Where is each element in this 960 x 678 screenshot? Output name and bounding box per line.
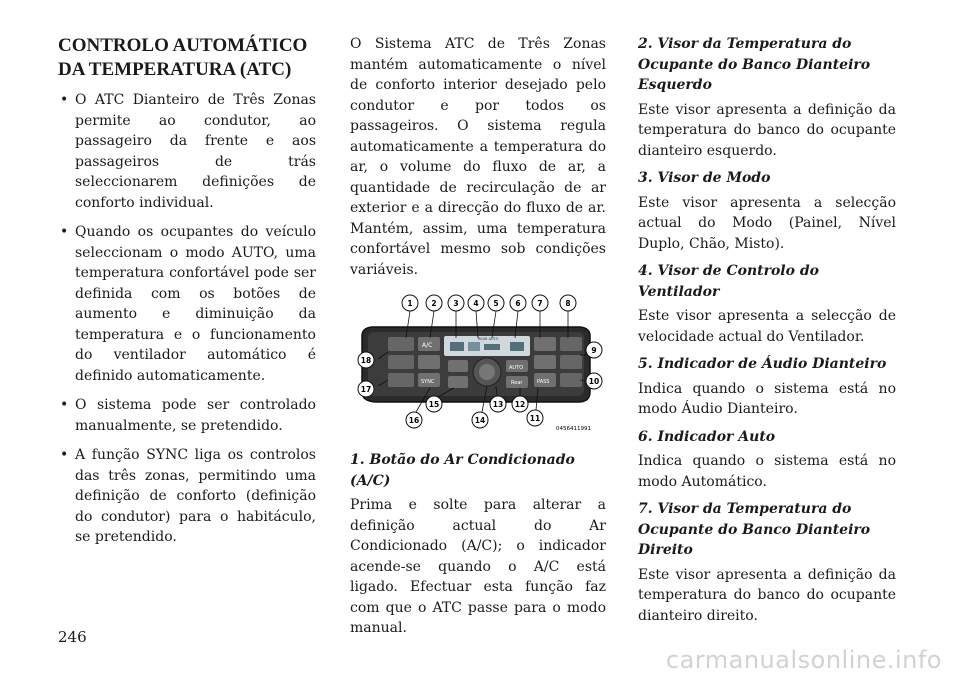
svg-text:18: 18 — [360, 356, 372, 365]
item-heading: 5. Indicador de Áudio Dianteiro — [638, 356, 887, 372]
middle-column — [350, 34, 606, 646]
auto-label: AUTO — [509, 365, 524, 371]
svg-text:13: 13 — [492, 400, 504, 409]
pass-label: PASS — [537, 379, 550, 385]
left-sync-button — [388, 373, 414, 387]
page-number: 246 — [58, 628, 87, 646]
svg-text:15: 15 — [428, 400, 440, 409]
bullet-item: • A função SYNC liga os controlos das três zonas, permitindo uma definição de conforto (definição do condutor) para o habitáculo, se pretendido. — [58, 445, 316, 548]
svg-text:1: 1 — [407, 299, 413, 308]
item-text: Este visor apresenta a definição da temperatura do banco do ocupante dianteiro esquerdo. — [638, 101, 896, 159]
seat-button — [534, 355, 556, 369]
svg-text:11: 11 — [529, 414, 541, 423]
svg-text:2: 2 — [431, 299, 437, 308]
callout-2 — [426, 295, 442, 311]
svg-text:3: 3 — [453, 299, 459, 308]
callout-13 — [490, 396, 506, 412]
callout-17 — [358, 381, 374, 397]
item-text: Prima e solte para alterar a definição actual do Ar Condicionado (A/C); o indicador acende-se quando o A/C está ligado. Efectuar esta função faz com que o ATC passe para o modo manual. — [350, 497, 606, 636]
callout-8 — [560, 295, 576, 311]
bullet-item: • Quando os ocupantes do veículo seleccionam o modo AUTO, uma temperatura confortável pode ser definida com os botões de aumento e diminuição da temperatura e o funcionamento do ventilador automático é definido automaticamente. — [58, 222, 316, 386]
bullet-list — [58, 90, 316, 548]
item-heading: 7. Visor da Temperatura do Ocupante do Banco Dianteiro Direito — [638, 501, 871, 558]
bullet-item: • O sistema pode ser controlado manualmente, se pretendido. — [58, 395, 316, 436]
bullet-item: • O ATC Dianteiro de Três Zonas permite ao condutor, ao passageiro da frente e aos passageiros de trás seleccionarem definições de conforto individual. — [58, 90, 316, 213]
figure-code: 0456411991 — [556, 426, 591, 432]
svg-text:12: 12 — [514, 400, 526, 409]
intro-paragraph: O Sistema ATC de Três Zonas mantém automaticamente o nível de conforto interior desejado pelo condutor e por todos os passageiros. O sistema regula automaticamente a temperatura do ar, o volume do fluxo de ar, a quantidade de recirculação de ar exterior e a direcção do fluxo de ar. Mantém, assim, uma temperatura confortável mesmo sob condições variáveis. — [350, 36, 606, 278]
left-temp-down-button — [388, 355, 414, 369]
item-text: Este visor apresenta a definição da temperatura do banco do ocupante dianteiro direito. — [638, 566, 896, 624]
svg-text:8: 8 — [565, 299, 571, 308]
svg-text:16: 16 — [408, 416, 420, 425]
callout-12 — [512, 396, 528, 412]
svg-text:10: 10 — [588, 377, 600, 386]
recirc-button — [418, 355, 440, 369]
watermark: carmanualsonline.info — [665, 646, 942, 674]
svg-text:5: 5 — [493, 299, 499, 308]
right-seat-button — [560, 373, 582, 387]
rear-auto-label: REAR AUTO — [478, 337, 499, 341]
defrost-button — [448, 376, 468, 388]
svg-text:7: 7 — [537, 299, 543, 308]
section-title-line2: DA TEMPERATURA (ATC) — [58, 59, 292, 80]
callout-4 — [468, 295, 484, 311]
svg-text:17: 17 — [360, 385, 372, 394]
rear-label: Rear — [511, 380, 523, 386]
callout-6 — [510, 295, 526, 311]
callout-11 — [527, 410, 543, 426]
item-heading: 2. Visor da Temperatura do Ocupante do Banco Dianteiro Esquerdo — [638, 36, 871, 93]
callout-3 — [448, 295, 464, 311]
callout-14 — [472, 412, 488, 428]
item-heading: 4. Visor de Controlo do Ventilador — [638, 263, 819, 300]
mode-button — [448, 360, 468, 372]
svg-text:4: 4 — [473, 299, 479, 308]
callout-16 — [406, 412, 422, 428]
callout-5 — [488, 295, 504, 311]
svg-text:9: 9 — [591, 346, 597, 355]
item-heading: 6. Indicador Auto — [638, 428, 776, 445]
callout-10 — [586, 373, 602, 389]
item-heading: 1. Botão do Ar Condicionado (A/C) — [350, 452, 575, 489]
section-title — [58, 34, 316, 82]
item-text: Este visor apresenta a selecção de velocidade actual do Ventilador. — [638, 308, 896, 345]
left-temp-up-button — [388, 337, 414, 351]
section-title-line1: CONTROLO AUTOMÁTICO — [58, 35, 308, 56]
callout-9 — [586, 342, 602, 358]
right-temp-down-button — [560, 355, 582, 369]
fan-button — [534, 337, 556, 351]
sync-label: SYNC — [421, 379, 435, 385]
callout-15 — [426, 396, 442, 412]
callout-1 — [402, 295, 418, 311]
svg-text:6: 6 — [515, 299, 521, 308]
callout-7 — [532, 295, 548, 311]
item-text: Indica quando o sistema está no modo Áudio Dianteiro. — [638, 380, 896, 417]
ac-label: A/C — [422, 342, 433, 349]
left-column — [58, 34, 316, 557]
item-text: Indica quando o sistema está no modo Automático. — [638, 453, 896, 490]
right-temp-up-button — [560, 337, 582, 351]
svg-text:14: 14 — [474, 416, 486, 425]
atc-control-panel-figure — [350, 292, 606, 434]
item-heading: 3. Visor de Modo — [638, 170, 771, 186]
right-column — [638, 34, 896, 633]
callout-18 — [358, 352, 374, 368]
item-text: Este visor apresenta a selecção actual do Modo (Painel, Nível Duplo, Chão, Misto). — [638, 194, 896, 252]
